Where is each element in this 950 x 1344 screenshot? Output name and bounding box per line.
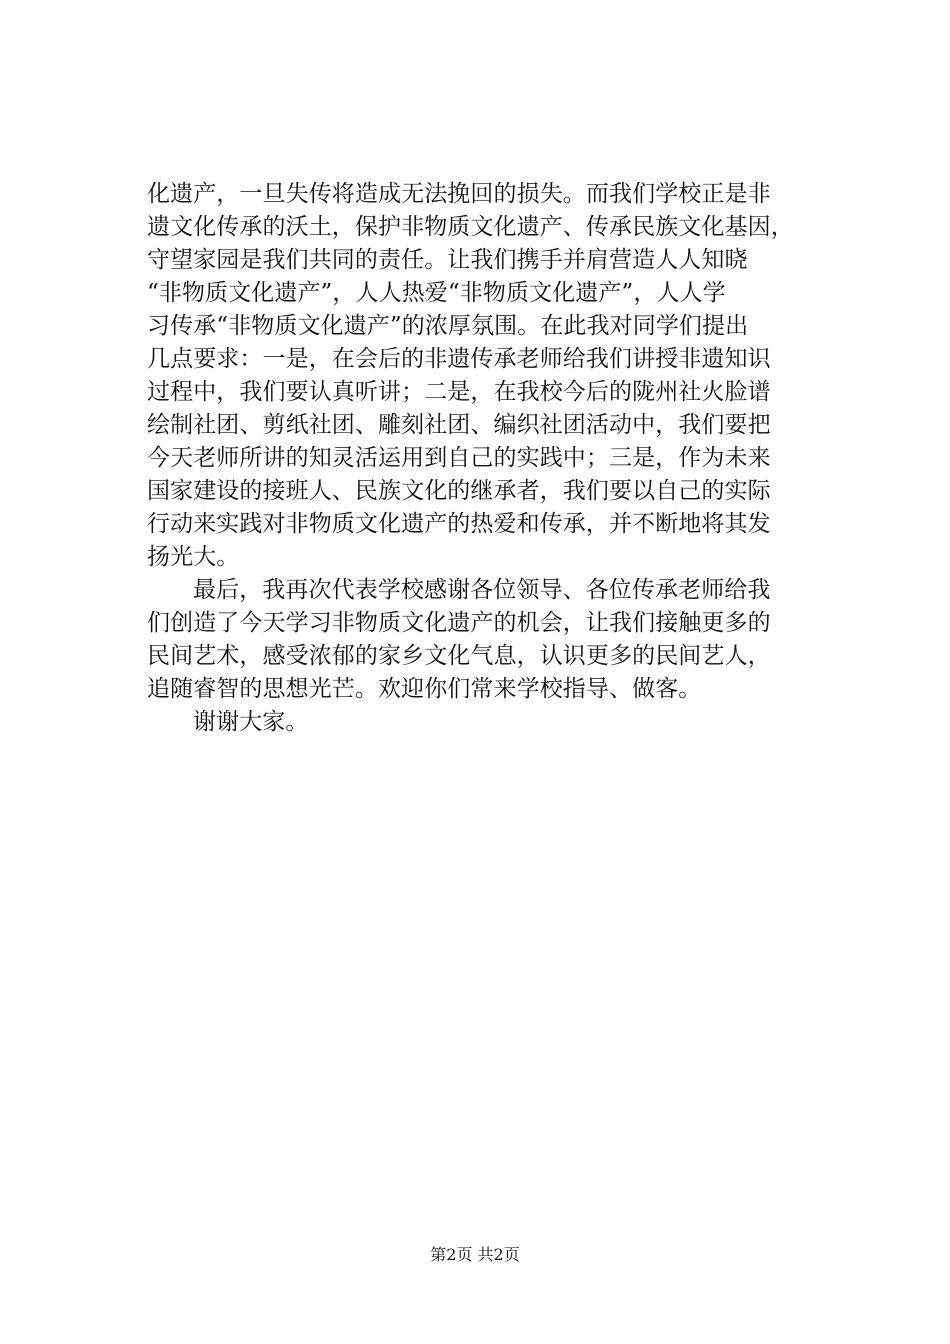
text-line: 今天老师所讲的知灵活运用到自己的实践中；三是，作为未来 (147, 445, 771, 471)
text-line: 遗文化传承的沃土，保护非物质文化遗产、传承民族文化基因， (147, 214, 794, 240)
text-line: 守望家园是我们共同的责任。让我们携手并肩营造人人知晓 (147, 247, 748, 273)
text-line: 扬光大。 (147, 544, 240, 570)
text-line: 几点要求：一是，在会后的非遗传承老师给我们讲授非遗知识 (147, 346, 771, 372)
text-line: 追随睿智的思想光芒。欢迎你们常来学校指导、做客。 (147, 676, 702, 702)
body-text (147, 178, 847, 739)
closing-line: 谢谢大家。 (193, 709, 309, 735)
text-line: 化遗产，一旦失传将造成无法挽回的损失。而我们学校正是非 (147, 181, 771, 207)
text-line: 行动来实践对非物质文化遗产的热爱和传承，并不断地将其发 (147, 511, 771, 537)
text-line: 民间艺术，感受浓郁的家乡文化气息，认识更多的民间艺人， (147, 643, 771, 669)
paragraph-start-line: 最后，我再次代表学校感谢各位领导、各位传承老师给我 (193, 577, 771, 603)
text-line: “非物质文化遗产”，人人热爱“非物质文化遗产”，人人学 (147, 280, 726, 306)
text-line: 过程中，我们要认真听讲；二是，在我校今后的陇州社火脸谱 (147, 379, 771, 405)
text-line: 国家建设的接班人、民族文化的继承者，我们要以自己的实际 (147, 478, 771, 504)
text-line: 绘制社团、剪纸社团、雕刻社团、编织社团活动中，我们要把 (147, 412, 771, 438)
text-line: 习传承“非物质文化遗产”的浓厚氛围。在此我对同学们提出 (147, 313, 749, 339)
text-line: 们创造了今天学习非物质文化遗产的机会，让我们接触更多的 (147, 610, 771, 636)
page-number-footer: 第2页 共2页 (430, 1245, 520, 1264)
